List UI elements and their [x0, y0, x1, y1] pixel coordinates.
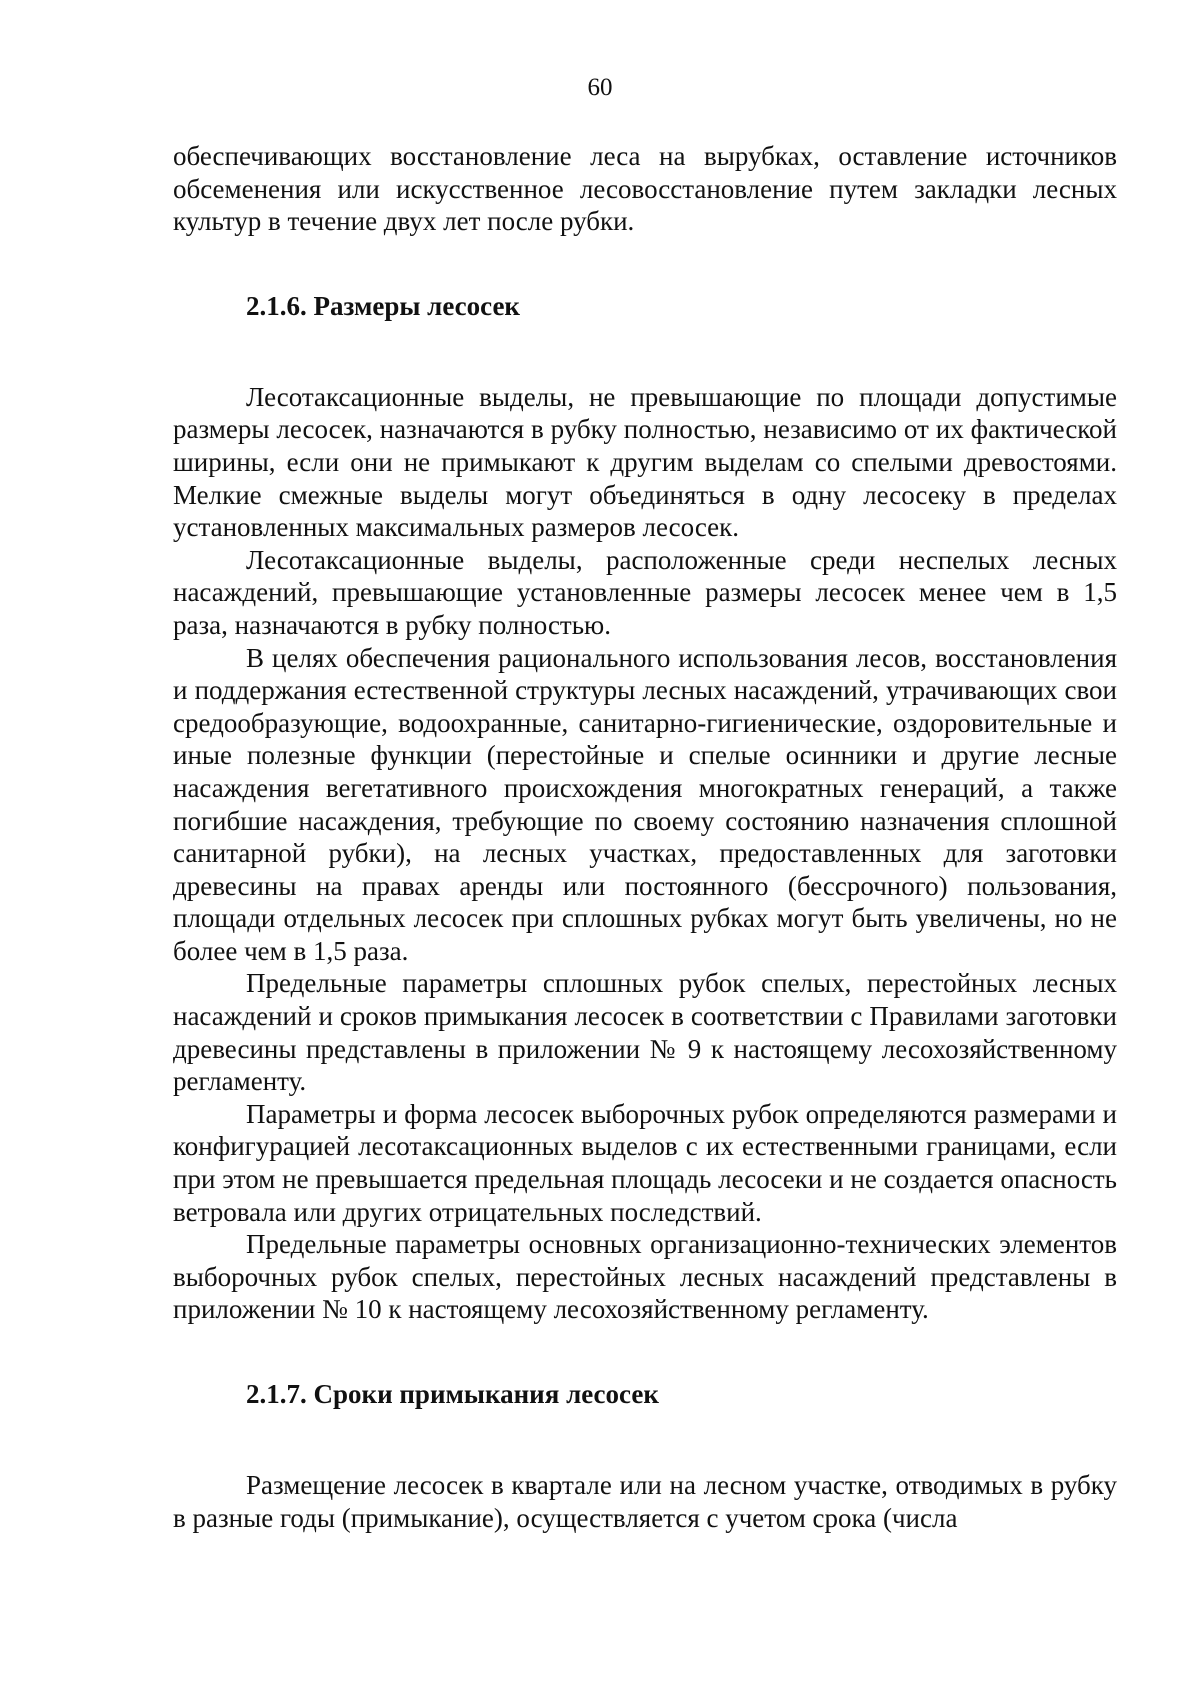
paragraph: В целях обеспечения рационального использования лесов, восстановления и поддержания естественной структуры лесных насаждений, утрачивающих свои средообразующие, водоохранные, санитарно-гигиенические, оздоровительные и иные полезные функции (перестойные и спелые осинники и другие лесные насаждения вегетативного происхождения многократных генераций, а также погибшие насаждения, требующие по своему состоянию назначения сплошной санитарной рубки), на лесных участках, предоставленных для заготовки древесины на правах аренды или постоянного (бессрочного) пользования, площади отдельных лесосек при сплошных рубках могут быть увеличены, но не более чем в 1,5 раза. [173, 642, 1117, 966]
paragraph: Параметры и форма лесосек выборочных рубок определяются размерами и конфигурацией лесотаксационных выделов с их естественными границами, если при этом не превышается предельная площадь лесосеки и не создается опасность ветровала или других отрицательных последствий. [173, 1098, 1117, 1227]
page-number: 60 [587, 74, 613, 101]
paragraph: Лесотаксационные выделы, не превышающие по площади допустимые размеры лесосек, назначаются в рубку полностью, независимо от их фактической ширины, если они не примыкают к другим выделам со спелыми древостоями. Мелкие смежные выделы могут объединяться в одну лесосеку в пределах установленных максимальных размеров лесосек. [173, 381, 1117, 543]
intro-paragraph: обеспечивающих восстановление леса на вырубках, оставление источников обсеменения или искусственное лесовосстановление путем закладки лесных культур в течение двух лет после рубки. [173, 141, 1117, 237]
section-heading-2-1-6: 2.1.6. Размеры лесосек [246, 290, 520, 321]
section-heading-2-1-7: 2.1.7. Сроки примыкания лесосек [246, 1379, 659, 1409]
paragraph: Предельные параметры основных организационно-технических элементов выборочных рубок спелых, перестойных лесных насаждений представлены в приложении № 10 к настоящему лесохозяйственному регламенту. [173, 1229, 1117, 1325]
paragraph: Размещение лесосек в квартале или на лесном участке, отводимых в рубку в разные годы (примыкание), осуществляется с учетом срока (числа [173, 1470, 1117, 1533]
page-content [173, 140, 1117, 1534]
paragraph: Предельные параметры сплошных рубок спелых, перестойных лесных насаждений и сроков примыкания лесосек в соответствии с Правилами заготовки древесины представлены в приложении № 9 к настоящему лесохозяйственному регламенту. [173, 968, 1117, 1097]
paragraph: Лесотаксационные выделы, расположенные среди неспелых лесных насаждений, превышающие установленные размеры лесосек менее чем в 1,5 раза, назначаются в рубку полностью. [173, 544, 1117, 640]
